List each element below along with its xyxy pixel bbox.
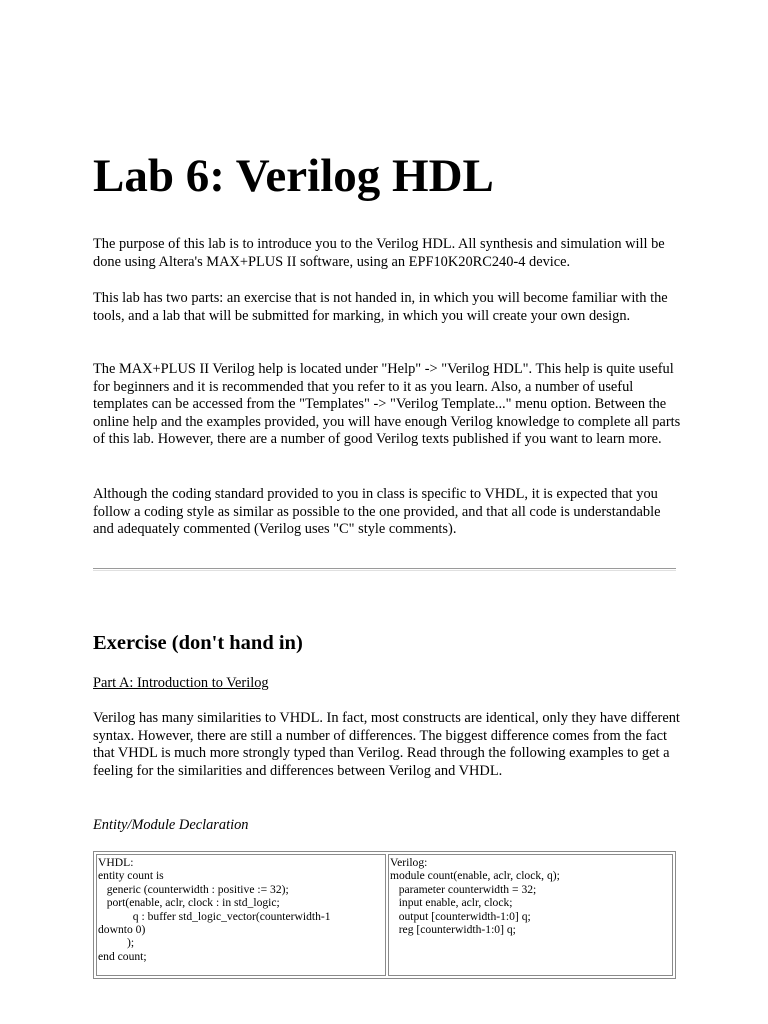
code-line: VHDL: — [98, 856, 134, 869]
code-line: q : buffer std_logic_vector(counterwidth-1 — [98, 909, 331, 923]
code-line: end count; — [98, 949, 147, 963]
page-title: Lab 6: Verilog HDL — [93, 150, 494, 202]
parts-paragraph: This lab has two parts: an exercise that is not handed in, in which you will become familiar with the tools, and a lab that will be submitted for marking, in which you will create your own design. — [93, 290, 668, 324]
horizontal-divider — [93, 568, 676, 571]
code-line: ); — [98, 936, 135, 950]
code-line: entity count is — [98, 869, 164, 883]
part-a-label: Part A: Introduction to Verilog — [93, 675, 269, 691]
exercise-heading: Exercise (don't hand in) — [93, 632, 303, 654]
part-a-paragraph: Verilog has many similarities to VHDL. In fact, most constructs are identical, only they have different syntax. However, there are still a number of differences. The biggest difference comes from the fact that VHDL is much more strongly typed than Verilog. Read through the following examples to get a feeling for the similarities and differences between Verilog and VHDL. — [93, 710, 680, 779]
intro-paragraph: The purpose of this lab is to introduce you to the Verilog HDL. All synthesis and simulation will be done using Altera's MAX+PLUS II software, using an EPF10K20RC240-4 device. — [93, 236, 665, 270]
code-line: generic (counterwidth : positive := 32); — [98, 882, 289, 896]
code-line: output [counterwidth-1:0] q; — [390, 909, 531, 923]
code-line: port(enable, aclr, clock : in std_logic; — [98, 896, 280, 910]
code-line: downto 0) — [98, 923, 146, 937]
vhdl-code-cell — [96, 854, 386, 976]
entity-module-subheading: Entity/Module Declaration — [93, 817, 249, 833]
code-line: input enable, aclr, clock; — [390, 896, 513, 910]
help-paragraph: The MAX+PLUS II Verilog help is located under "Help" -> "Verilog HDL". This help is quite useful for beginners and it is recommended that you refer to it as you learn. Also, a number of useful templates can be accessed from the "Templates" -> "Verilog Template..." menu option. Between the online help and the examples provided, you will have enough Verilog knowledge to complete all parts of this lab. However, there are a number of good Verilog texts published if you want to learn more. — [93, 361, 681, 447]
code-line: Verilog: — [390, 856, 428, 869]
code-line: module count(enable, aclr, clock, q); — [390, 869, 560, 883]
code-line: reg [counterwidth-1:0] q; — [390, 923, 516, 937]
coding-paragraph: Although the coding standard provided to you in class is specific to VHDL, it is expected that you follow a coding style as similar as possible to the one provided, and that all code is understandable and adequately commented (Verilog uses "C" style comments). — [93, 486, 661, 537]
code-comparison-table — [93, 851, 676, 979]
code-line: parameter counterwidth = 32; — [390, 882, 537, 896]
verilog-code-cell — [388, 854, 673, 976]
